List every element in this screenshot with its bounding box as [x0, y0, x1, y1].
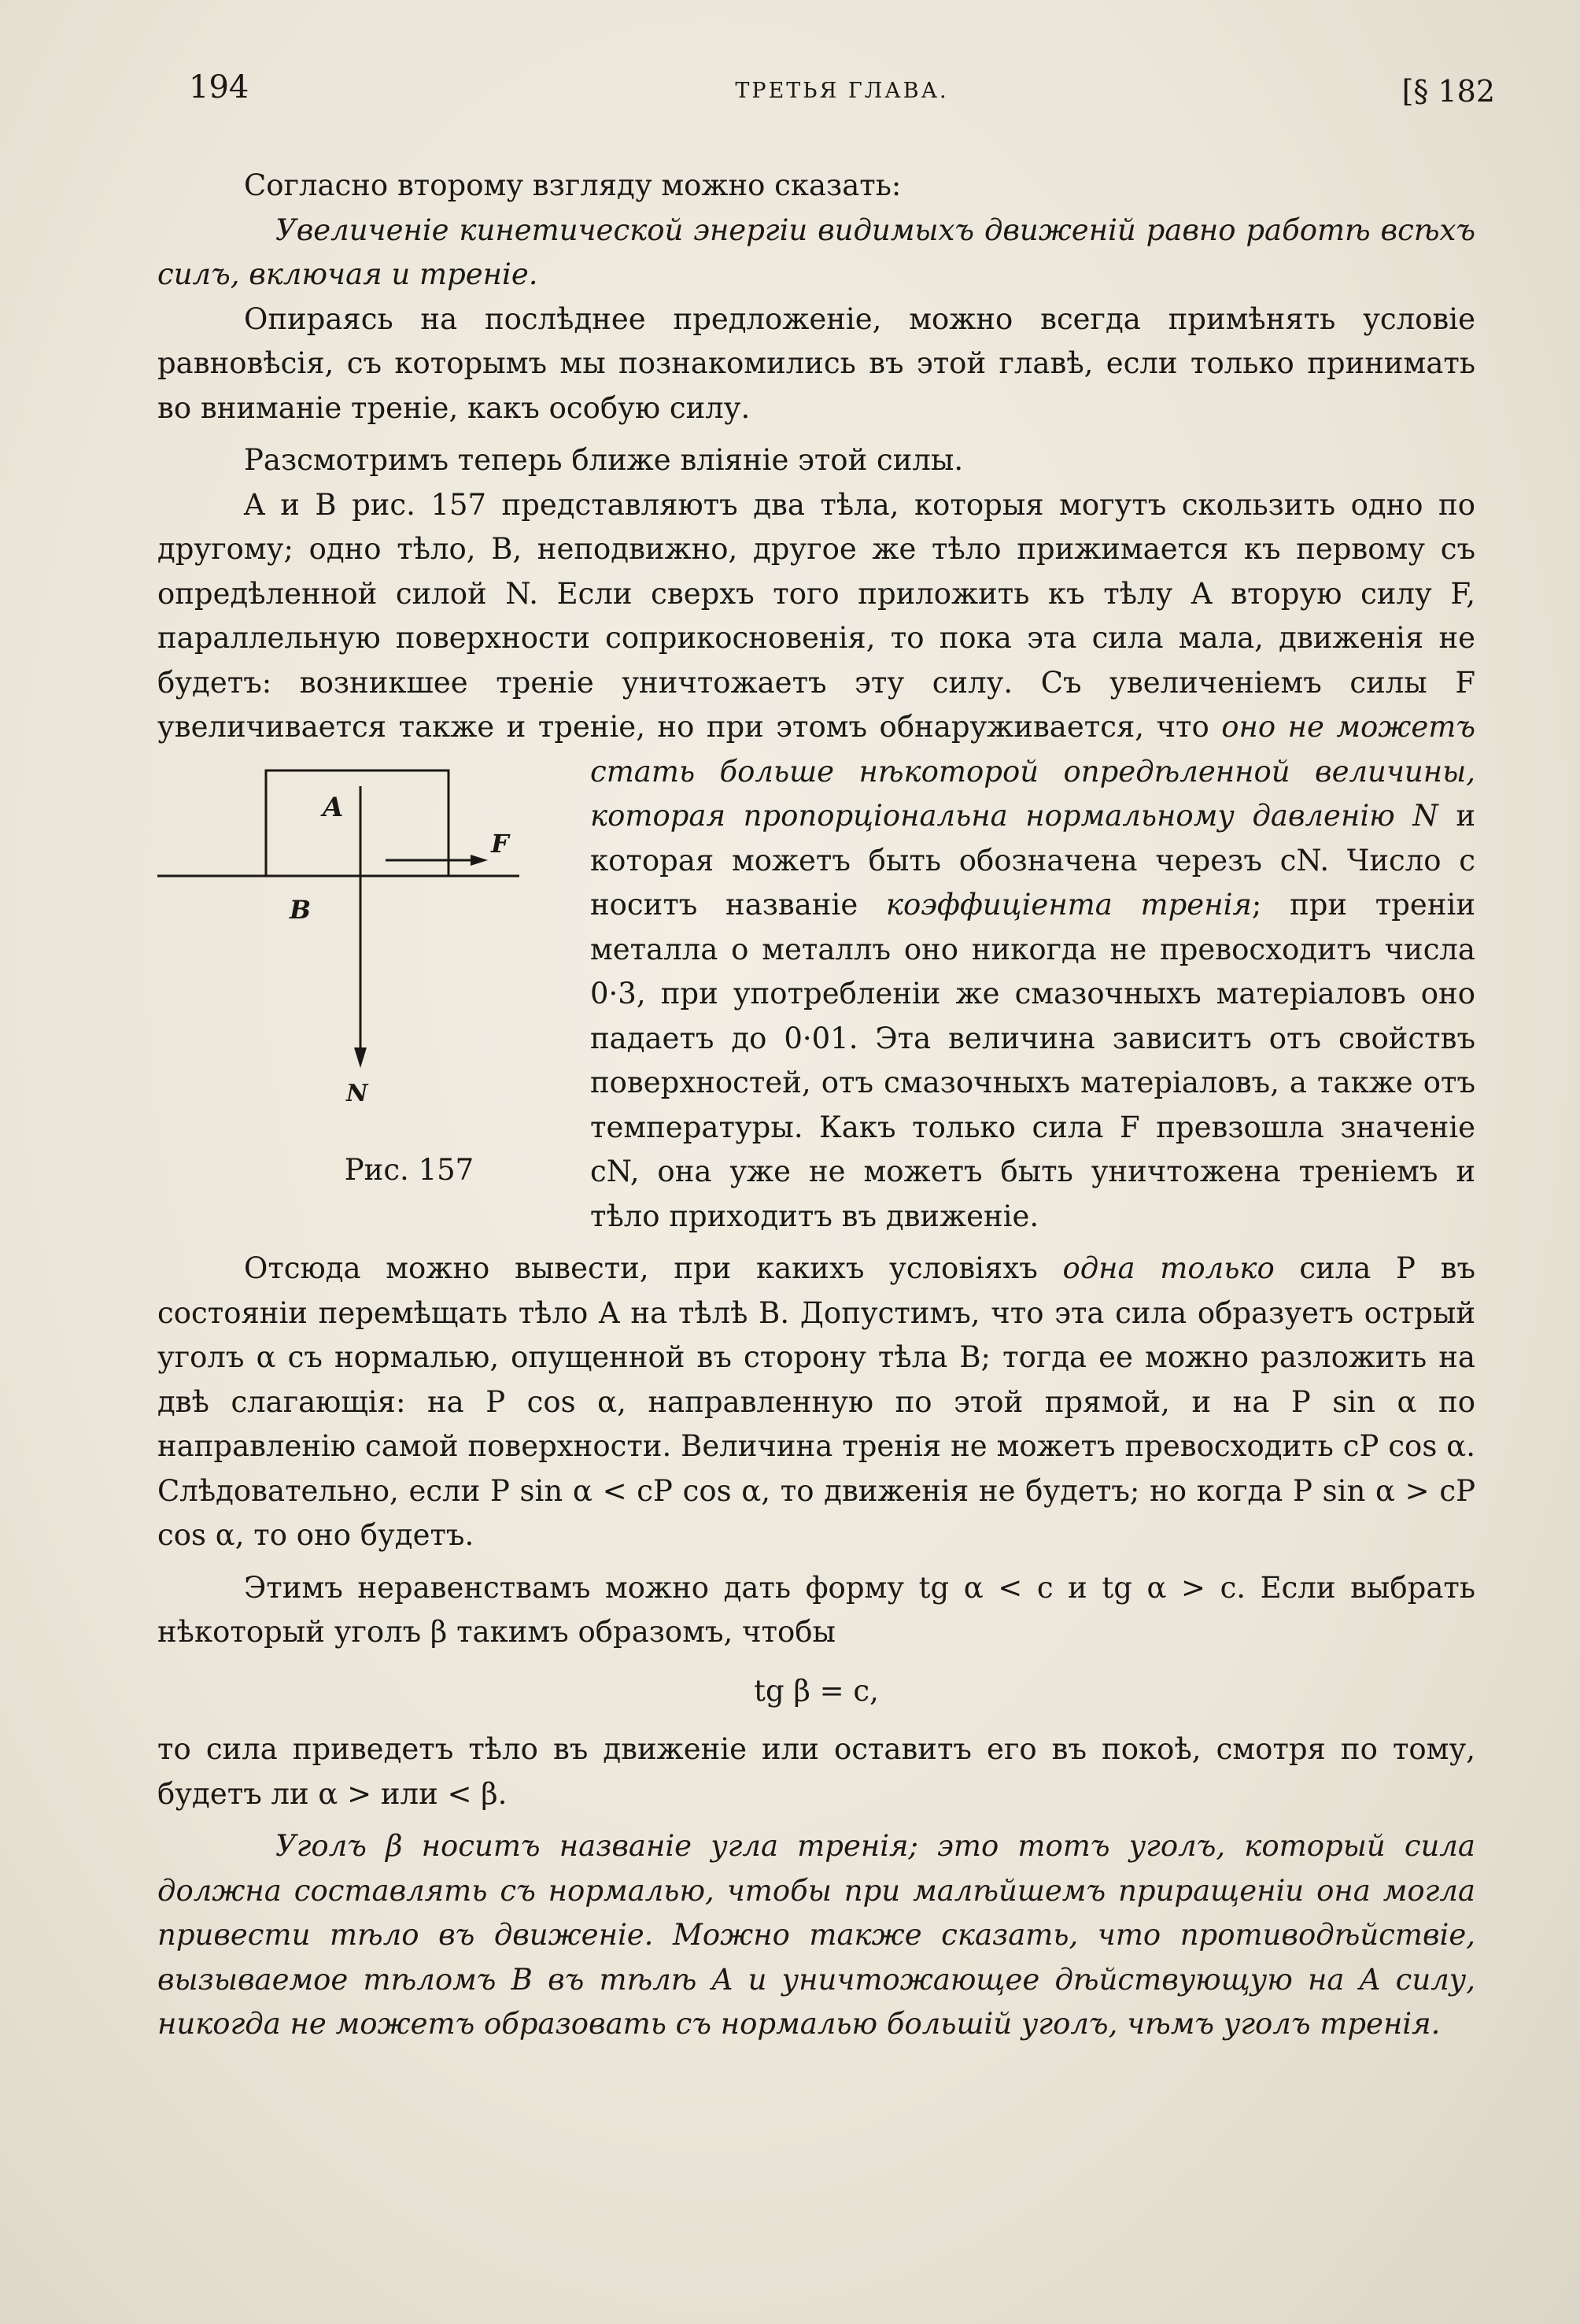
paragraph-9-definition: Уголъ β носитъ названіе угла тренія; это тотъ уголъ, который сила должна составлять съ нормалью, чтобы при малѣйшемъ приращеніи она могла привести тѣло въ движеніе. Можно также сказать, что противодѣйствіе, вызываемое тѣломъ B въ тѣлѣ A и уничтожающее дѣйствующую на A силу, никогда не можетъ образовать съ нормалью большій уголъ, чѣмъ уголъ тренія.	[157, 1829, 1475, 2041]
paragraph-3: Опираясь на послѣднее предложеніе, можно всегда примѣнять условіе равновѣсія, съ которымъ мы познакомились въ этой главѣ, если только принимать во вниманіе треніе, какъ особую силу.	[157, 301, 1475, 425]
figure-label-b: B	[290, 894, 312, 925]
paragraph-6	[157, 1247, 1475, 1558]
paragraph-4: Разсмотримъ теперь ближе вліяніе этой силы.	[244, 443, 964, 477]
normal-force-arrowhead	[354, 1047, 367, 1068]
paragraph-6-text-b: сила P въ состояніи перемѣщать тѣло A на тѣлѣ B. Допустимъ, что эта сила образуетъ острый уголъ α съ нормалью, опущенной въ сторону тѣла B; тогда ее можно разложить на двѣ слагающія: на P cos α, направленную по этой прямой, и на P sin α по направленію самой поверхности. Величина тренія не можетъ превосходить cP cos α. Слѣдовательно, если P sin α < cP cos α, то движенія не будетъ; но когда P sin α > cP cos α, то оно будетъ.	[157, 1251, 1475, 1552]
paragraph-1: Согласно второму взгляду можно сказать:	[244, 168, 902, 202]
figure-caption: Рис. 157	[344, 1152, 474, 1187]
page-header	[189, 69, 1495, 116]
figure-157	[157, 755, 574, 1195]
figure-label-f: F	[491, 828, 509, 859]
paragraph-7: Этимъ неравенствамъ можно дать форму tg α < c и tg α > c. Если выбрать нѣкоторый уголъ β такимъ образомъ, чтобы	[157, 1570, 1475, 1649]
paragraph-5-italic-2: коэффиціента тренія	[885, 888, 1252, 922]
paragraph-8: то сила приведетъ тѣло въ движеніе или оставитъ его въ покоѣ, смотря по тому, будетъ ли α > или < β.	[157, 1732, 1475, 1811]
formula-tg-beta: tg β = c,	[754, 1673, 879, 1708]
paragraph-5-text-a: A и B рис. 157 представляютъ два тѣла, которыя могутъ скользить одно по другому; одно тѣло, B, неподвижно, другое же тѣло прижимается къ первому съ опредѣленной силой N. Если сверхъ того приложить къ тѣлу A вторую силу F, параллельную поверхности соприкосновенія, то пока эта сила мала, движенія не будетъ: возникшее треніе уничтожаетъ эту силу. Съ увеличеніемъ силы F увеличивается также и треніе, но при этомъ обнаруживается, что	[157, 487, 1475, 744]
paragraph-2-theorem: Увеличеніе кинетической энергіи видимыхъ движеній равно работѣ всѣхъ силъ, включая и треніе.	[157, 212, 1475, 291]
friction-diagram	[157, 755, 574, 1148]
force-f-arrowhead	[471, 855, 488, 866]
page-body	[157, 164, 1475, 2047]
paragraph-6-italic: одна только	[1062, 1251, 1275, 1285]
paragraph-5-text-b: и которая можетъ быть обозначена черезъ cN. Число c носитъ названіе	[590, 799, 1475, 922]
paragraph-5-text-c: ; при треніи металла о металлъ оно никогда не превосходитъ числа 0·3, при употребленіи же смазочныхъ матеріаловъ оно падаетъ до 0·01. Эта величина зависитъ отъ свойствъ поверхностей, отъ смазочныхъ матеріаловъ, а также отъ температуры. Какъ только сила F превзошла значеніе cN, она уже не можетъ быть уничтожена треніемъ и тѣло приходитъ въ движеніе.	[590, 888, 1475, 1233]
section-mark: [§ 182	[1401, 74, 1495, 109]
paragraph-5-italic-1: оно не можетъ стать больше нѣкоторой опредѣленной величины, которая пропорціональна нормальному давленію N	[590, 710, 1475, 833]
figure-label-n: N	[346, 1079, 368, 1107]
page-number: 194	[189, 69, 249, 105]
running-head: ТРЕТЬЯ ГЛАВА.	[735, 79, 949, 103]
paragraph-5	[157, 483, 1475, 1240]
paragraph-6-text-a: Отсюда можно вывести, при какихъ условіяхъ	[244, 1251, 1063, 1285]
figure-label-a: A	[323, 791, 344, 823]
